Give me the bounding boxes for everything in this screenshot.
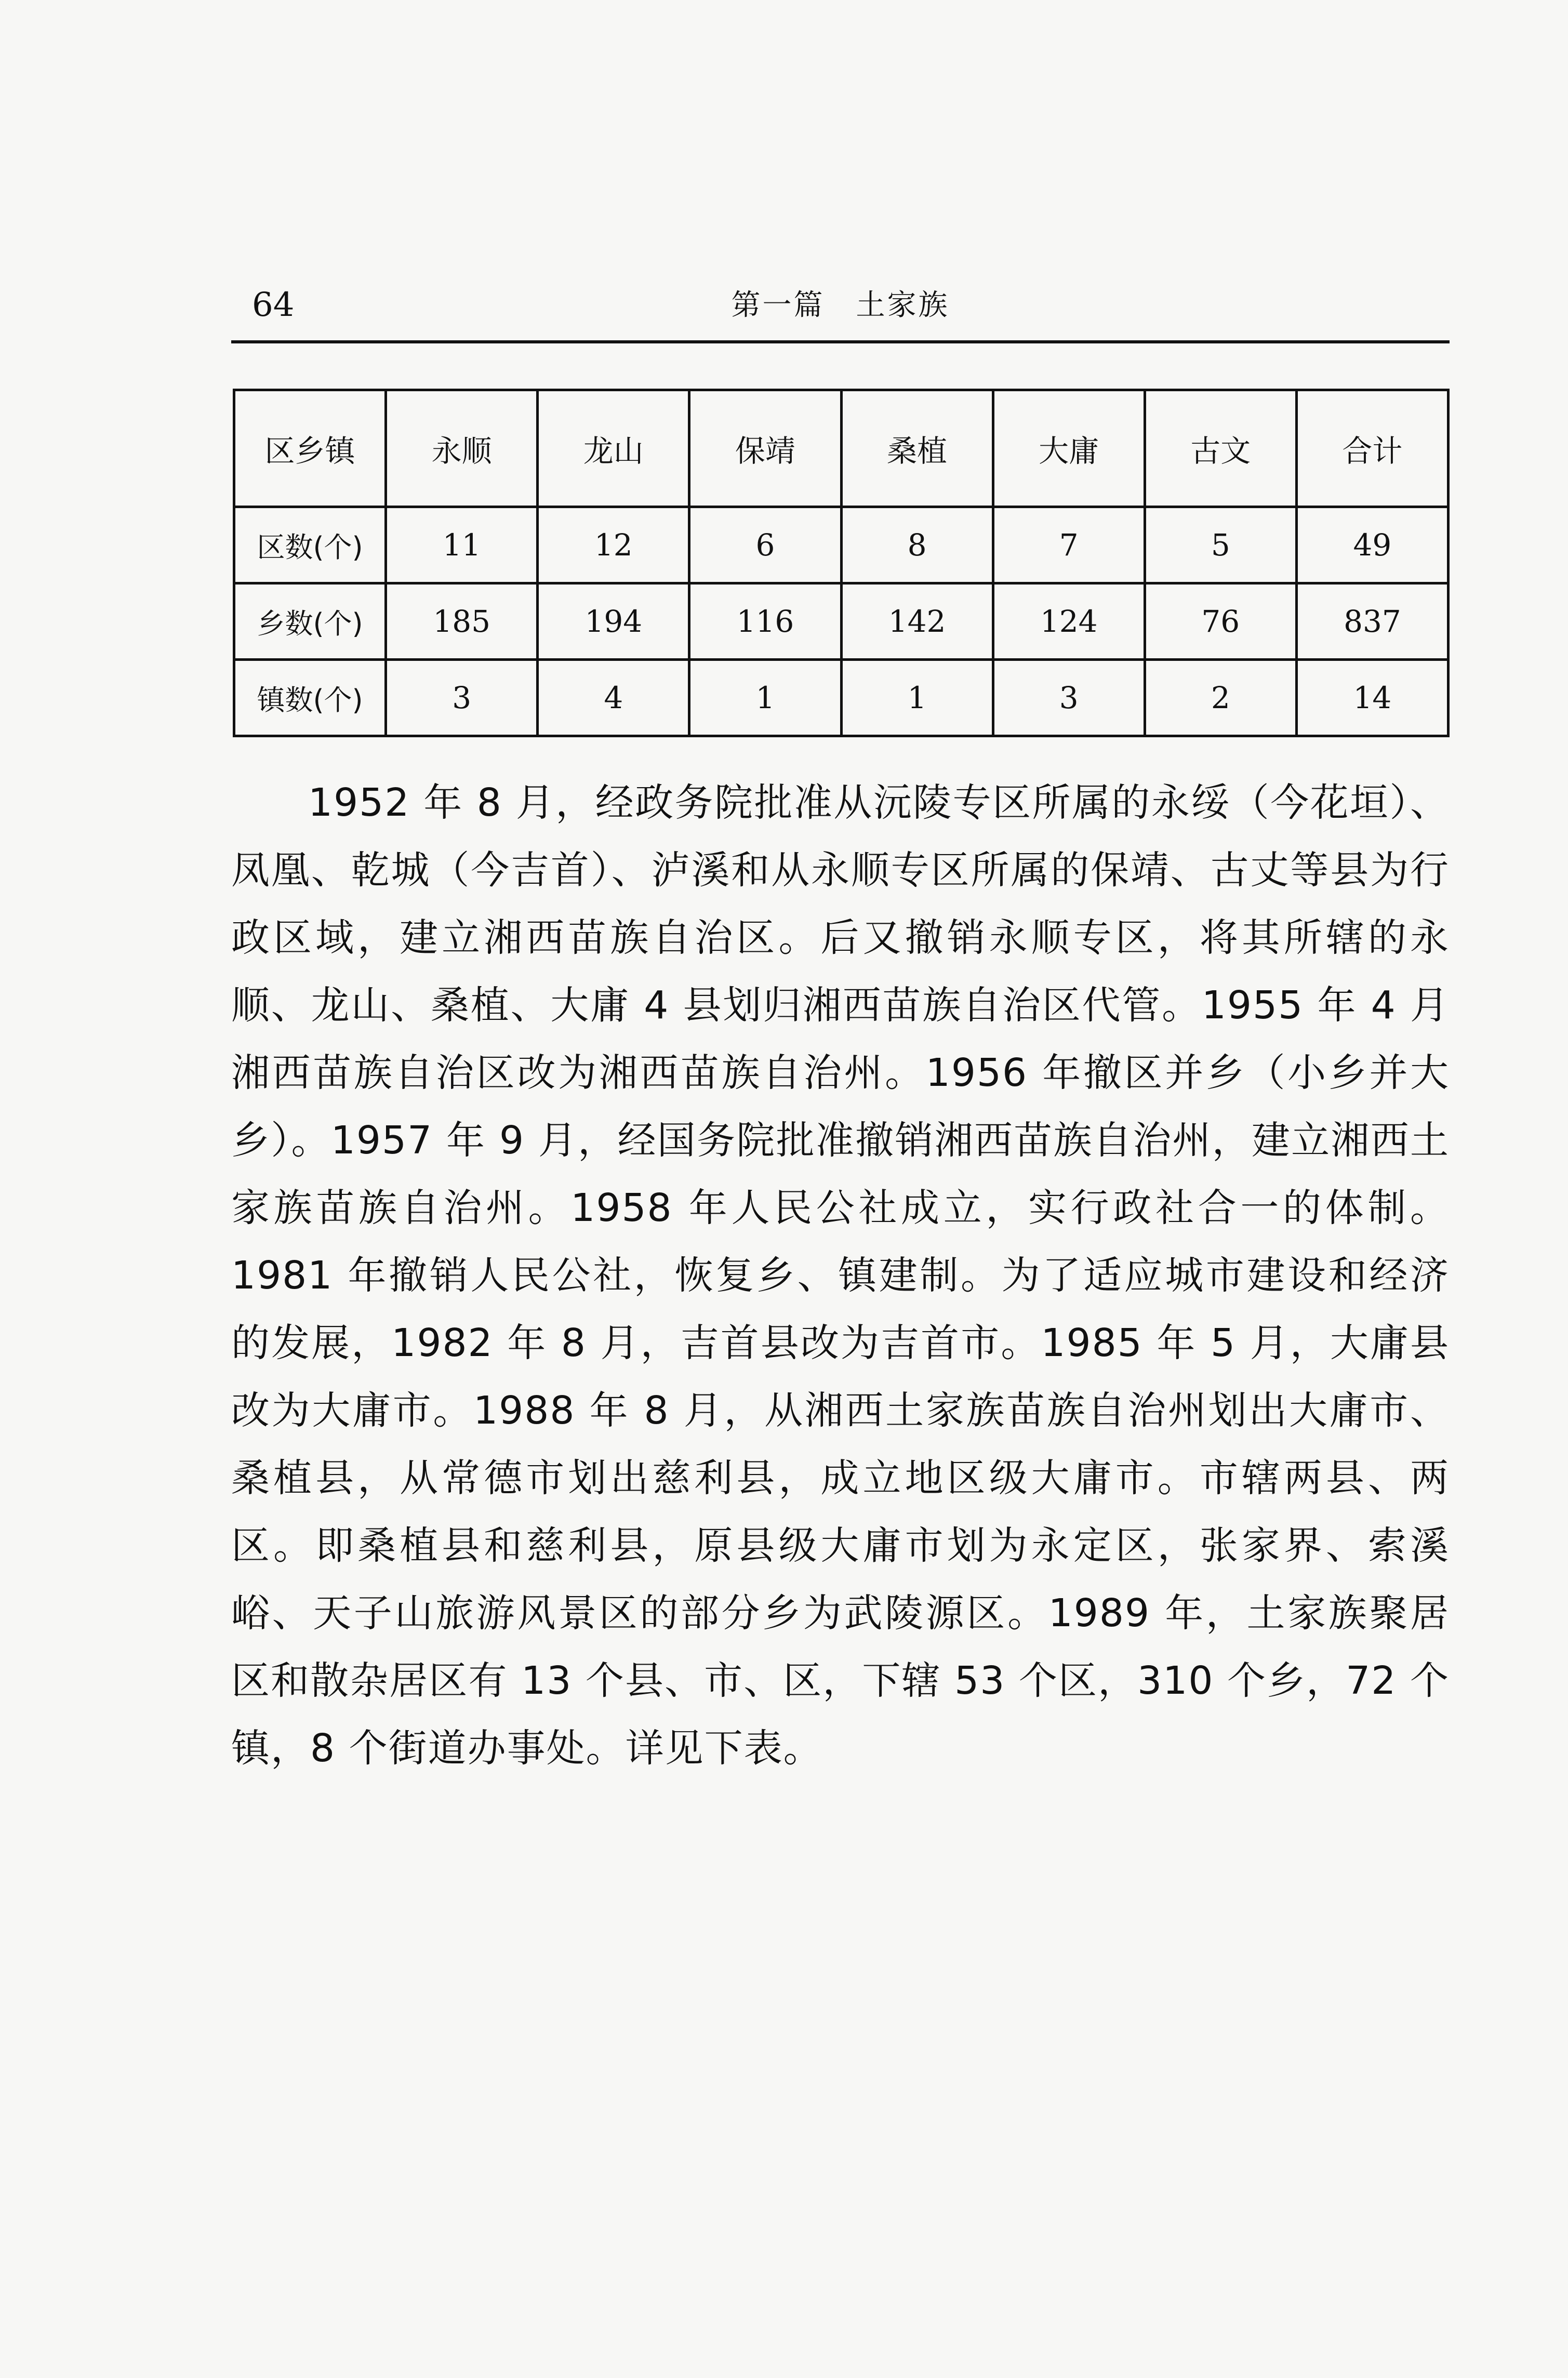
page-header bbox=[231, 281, 1450, 330]
table-cell: 124 bbox=[993, 583, 1145, 660]
table-cell: 1 bbox=[841, 660, 993, 736]
page-number: 64 bbox=[252, 286, 295, 324]
table-cell: 3 bbox=[386, 660, 538, 736]
header-rule bbox=[231, 340, 1450, 343]
table-cell: 116 bbox=[689, 583, 841, 660]
table-cell: 6 bbox=[689, 507, 841, 583]
column-header: 区乡镇 bbox=[234, 390, 386, 507]
column-header: 大庸 bbox=[993, 390, 1145, 507]
table-header-row bbox=[234, 390, 1449, 507]
table-cell: 12 bbox=[538, 507, 689, 583]
table-cell: 49 bbox=[1296, 507, 1448, 583]
table-row bbox=[234, 507, 1449, 583]
table-cell: 194 bbox=[538, 583, 689, 660]
district-count-table bbox=[233, 389, 1450, 737]
row-label: 镇数(个) bbox=[234, 660, 386, 736]
table-cell: 142 bbox=[841, 583, 993, 660]
column-header: 桑植 bbox=[841, 390, 993, 507]
body-text bbox=[231, 769, 1450, 1782]
table-cell: 14 bbox=[1296, 660, 1448, 736]
column-header: 保靖 bbox=[689, 390, 841, 507]
table-cell: 185 bbox=[386, 583, 538, 660]
table-cell: 8 bbox=[841, 507, 993, 583]
row-label: 区数(个) bbox=[234, 507, 386, 583]
table-cell: 5 bbox=[1145, 507, 1296, 583]
column-header: 龙山 bbox=[538, 390, 689, 507]
table-cell: 2 bbox=[1145, 660, 1296, 736]
table-cell: 1 bbox=[689, 660, 841, 736]
column-header: 古文 bbox=[1145, 390, 1296, 507]
row-label: 乡数(个) bbox=[234, 583, 386, 660]
table-cell: 3 bbox=[993, 660, 1145, 736]
column-header: 合计 bbox=[1296, 390, 1448, 507]
column-header: 永顺 bbox=[386, 390, 538, 507]
running-title: 第一篇 土家族 bbox=[731, 288, 950, 322]
table-cell: 4 bbox=[538, 660, 689, 736]
table-cell: 7 bbox=[993, 507, 1145, 583]
body-paragraph: 1952 年 8 月，经政务院批准从沅陵专区所属的永绥（今花垣）、凤凰、乾城（今吉首）、泸溪和从永顺专区所属的保靖、古丈等县为行政区域，建立湘西苗族自治区。后又撤销永顺专区，将其所辖的永顺、龙山、桑植、大庸 4 县划归湘西苗族自治区代管。1955 年 4 月湘西苗族自治区改为湘西苗族自治州。1956 年撤区并乡（小乡并大乡）。1957 年 9 月，经国务院批准撤销湘西苗族自治州，建立湘西土家族苗族自治州。1958 年人民公社成立，实行政社合一的体制。1981 年撤销人民公社，恢复乡、镇建制。为了适应城市建设和经济的发展，1982 年 8 月，吉首县改为吉首市。1985 年 5 月，大庸县改为大庸市。1988 年 8 月，从湘西土家族苗族自治州划出大庸市、桑植县，从常德市划出慈利县，成立地区级大庸市。市辖两县、两区。即桑植县和慈利县，原县级大庸市划为永定区，张家界、索溪峪、天子山旅游风景区的部分乡为武陵源区。1989 年，土家族聚居区和散杂居区有 13 个县、市、区，下辖 53 个区，310 个乡，72 个镇，8 个街道办事处。详见下表。 bbox=[231, 780, 1450, 1771]
table-row bbox=[234, 583, 1449, 660]
table-row bbox=[234, 660, 1449, 736]
table-cell: 11 bbox=[386, 507, 538, 583]
table-cell: 76 bbox=[1145, 583, 1296, 660]
table-cell: 837 bbox=[1296, 583, 1448, 660]
